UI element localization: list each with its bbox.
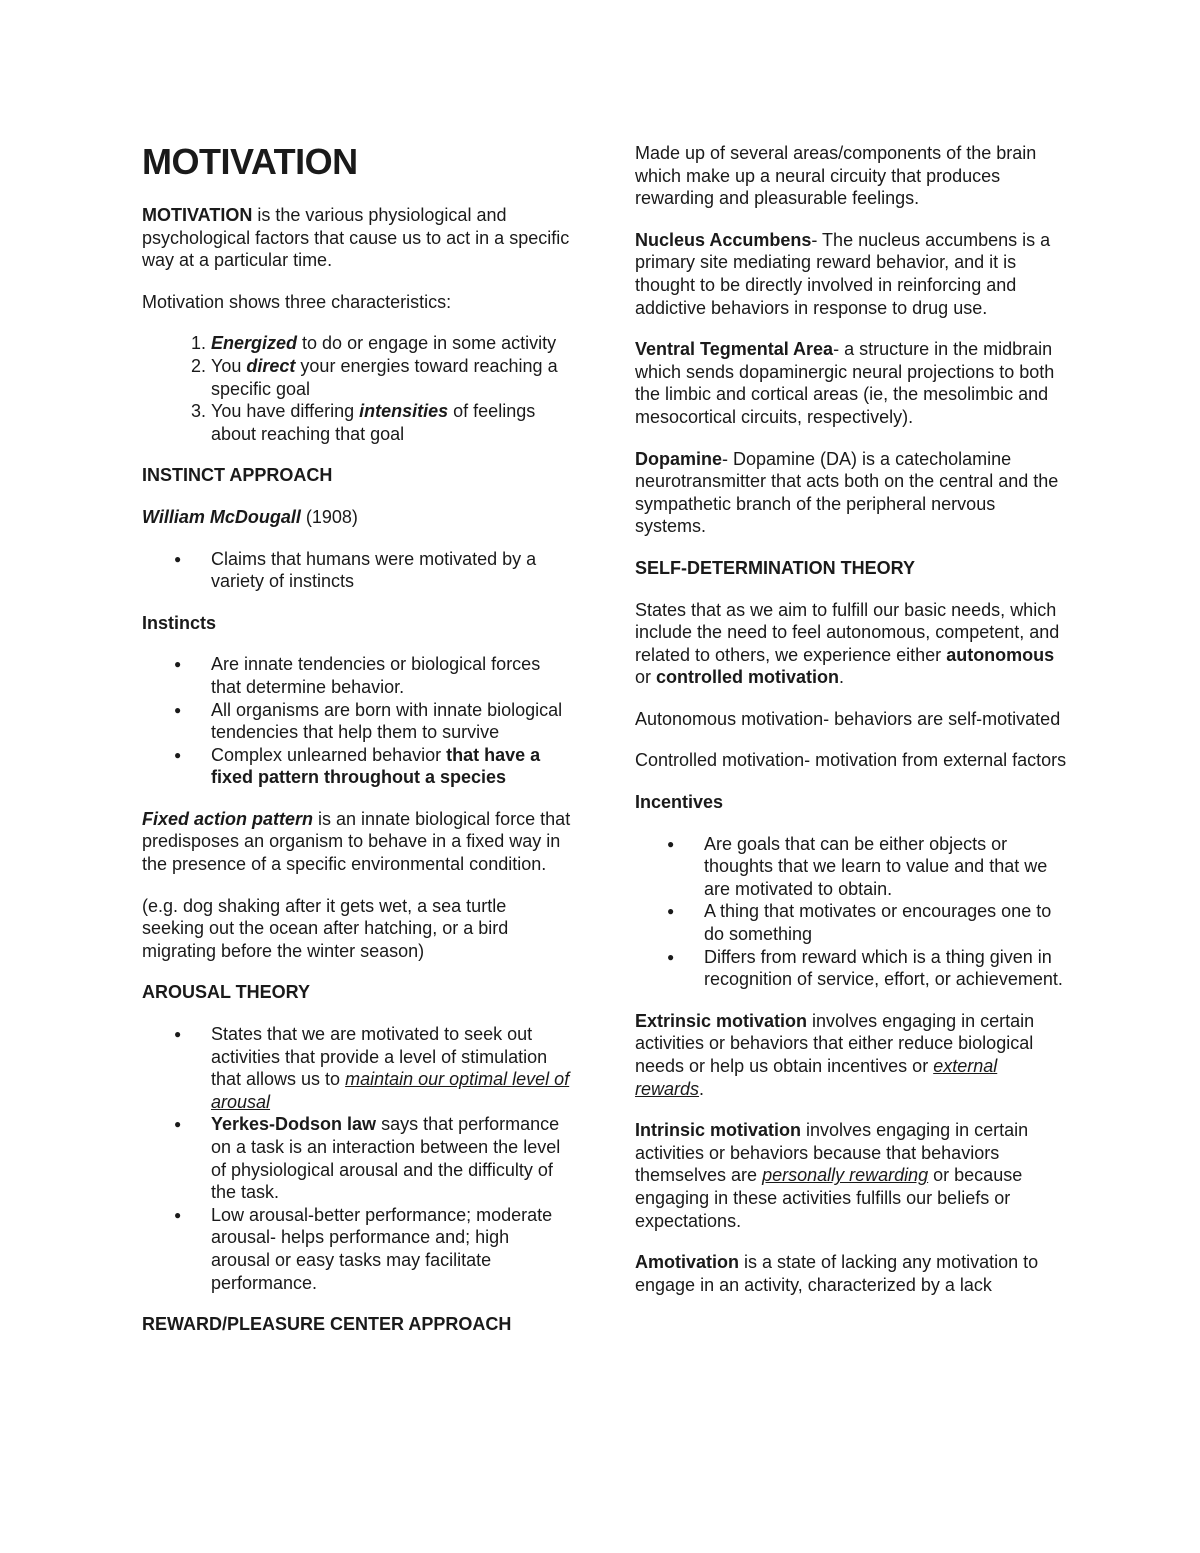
- self-determination-heading: SELF-DETERMINATION THEORY: [635, 557, 915, 578]
- list-item: [211, 400, 572, 445]
- item-text: your energies toward reaching a specific goal: [211, 355, 558, 399]
- instinct-approach-heading: INSTINCT APPROACH: [142, 465, 333, 486]
- vta-text: - a structure in the midbrain which sends dopaminergic neural projections to both the limbic and cortical areas (ie, the mesolimbic and mesocortical circuits, respectively).: [635, 339, 1055, 427]
- autonomous-motivation: Autonomous motivation- behaviors are self-motivated: [635, 708, 1061, 729]
- right-column: [635, 142, 1067, 1315]
- item-text: of feelings about reaching that goal: [211, 401, 536, 444]
- reward-intro: Made up of several areas/components of the brain which make up a neural circuity that produces rewarding and pleasurable feelings.: [635, 143, 1037, 209]
- item-underline: maintain our optimal level of arousal: [211, 1069, 570, 1112]
- sdt-text: .: [839, 667, 845, 688]
- definition-term: MOTIVATION: [142, 205, 253, 225]
- item-text: to do or engage in some activity: [297, 333, 557, 354]
- arousal-theory-heading: AROUSAL THEORY: [142, 982, 311, 1003]
- list-item: ● Are innate tendencies or biological forces that determine behavior.: [211, 653, 572, 698]
- item-text: says that performance on a task is an interaction between the level of physiological arousal and the difficulty of the task.: [211, 1114, 561, 1203]
- list-item: [211, 355, 572, 400]
- left-column: [142, 140, 572, 1355]
- incentives-heading: Incentives: [635, 792, 724, 813]
- sdt-emphasis: autonomous: [946, 644, 1055, 665]
- ext-underline: external rewards: [635, 1056, 998, 1099]
- incentives-list: [635, 833, 1067, 991]
- ventral-tegmental-area: [635, 338, 1067, 428]
- mcdougall-year: (1908): [300, 506, 358, 527]
- dopamine: [635, 448, 1067, 538]
- intrinsic-motivation: [635, 1119, 1067, 1232]
- ext-term: Extrinsic motivation: [635, 1010, 808, 1031]
- arousal-list: [142, 1023, 572, 1294]
- nacc-term: Nucleus Accumbens: [635, 229, 812, 250]
- fap-term: Fixed action pattern: [142, 808, 314, 829]
- list-item: ● Claims that humans were motivated by a variety of instincts: [211, 548, 572, 593]
- page-title: MOTIVATION: [142, 141, 358, 182]
- amo-text: is a state of lacking any motivation to engage in an activity, characterized by a lack: [635, 1252, 1039, 1295]
- list-item: [211, 332, 572, 355]
- ext-text: .: [699, 1078, 705, 1099]
- amotivation: [635, 1251, 1067, 1296]
- int-text: or because engaging in these activities fulfills our beliefs or expectations.: [635, 1165, 1023, 1231]
- sdt-definition: [635, 599, 1067, 689]
- item-emphasis: that have a fixed pattern throughout a species: [211, 744, 541, 788]
- item-emphasis: Energized: [211, 333, 298, 354]
- mcdougall-name: William McDougall: [142, 506, 301, 527]
- fixed-action-pattern: [142, 808, 572, 876]
- da-text: - Dopamine (DA) is a catecholamine neurotransmitter that acts both on the central and the sympathetic branch of the peripheral nervous systems.: [635, 448, 1059, 537]
- nucleus-accumbens: [635, 229, 1067, 319]
- characteristics-intro: Motivation shows three characteristics:: [142, 291, 452, 312]
- sdt-text: or: [635, 667, 657, 688]
- list-item: ● Are goals that can be either objects or thoughts that we learn to value and that we are motivated to obtain.: [704, 833, 1067, 901]
- extrinsic-motivation: [635, 1010, 1067, 1100]
- int-term: Intrinsic motivation: [635, 1120, 802, 1141]
- item-text: You have differing: [211, 401, 360, 422]
- ext-text: involves engaging in certain activities or behaviors that either reduce biological needs or help us obtain incentives or: [635, 1010, 1035, 1076]
- characteristics-list: [142, 332, 572, 445]
- item-emphasis: intensities: [359, 401, 449, 422]
- definition-text: is the various physiological and psychological factors that cause us to act in a specific way at a particular time.: [142, 205, 570, 271]
- vta-term: Ventral Tegmental Area: [635, 339, 834, 360]
- nacc-text: - The nucleus accumbens is a primary site mediating reward behavior, and it is thought to be directly involved in reinforcing and addictive behaviors in response to drug use.: [635, 229, 1051, 318]
- list-item: [211, 1023, 572, 1113]
- fap-example: (e.g. dog shaking after it gets wet, a sea turtle seeking out the ocean after hatching, or a bird migrating before the winter season): [142, 895, 509, 961]
- list-item: ● All organisms are born with innate biological tendencies that help them to survive: [211, 699, 572, 744]
- list-item: ● A thing that motivates or encourages one to do something: [704, 900, 1067, 945]
- controlled-motivation: Controlled motivation- motivation from external factors: [635, 750, 1067, 771]
- fap-text: is an innate biological force that predisposes an organism to behave in a fixed way in the presence of a specific environmental condition.: [142, 808, 571, 875]
- item-text: States that we are motivated to seek out activities that provide a level of stimulation that allows us to: [211, 1024, 548, 1090]
- list-item: [211, 1113, 572, 1203]
- int-underline: personally rewarding: [762, 1165, 929, 1186]
- motivation-definition: [142, 204, 572, 272]
- item-text: You: [211, 355, 247, 376]
- item-emphasis: direct: [246, 355, 296, 376]
- item-emphasis: Yerkes-Dodson law: [211, 1114, 377, 1135]
- amo-term: Amotivation: [635, 1252, 740, 1273]
- mcdougall-list: [142, 548, 572, 593]
- sdt-emphasis: controlled motivation: [656, 667, 840, 688]
- mcdougall-line: [142, 506, 572, 529]
- item-text: Complex unlearned behavior: [211, 744, 447, 765]
- sdt-text: States that as we aim to fulfill our basic needs, which include the need to feel autonomous, competent, and related to others, we experience either: [635, 599, 1060, 665]
- instincts-heading: Instincts: [142, 612, 217, 633]
- reward-approach-heading: REWARD/PLEASURE CENTER APPROACH: [142, 1314, 512, 1335]
- int-text: involves engaging in certain activities or behaviors because that behaviors themselves are: [635, 1120, 1029, 1186]
- da-term: Dopamine: [635, 448, 723, 469]
- instincts-list: [142, 653, 572, 789]
- list-item: ● Low arousal-better performance; moderate arousal- helps performance and; high arousal or easy tasks may facilitate performance.: [211, 1204, 572, 1294]
- list-item: [211, 744, 572, 789]
- list-item: ● Differs from reward which is a thing given in recognition of service, effort, or achievement.: [704, 946, 1067, 991]
